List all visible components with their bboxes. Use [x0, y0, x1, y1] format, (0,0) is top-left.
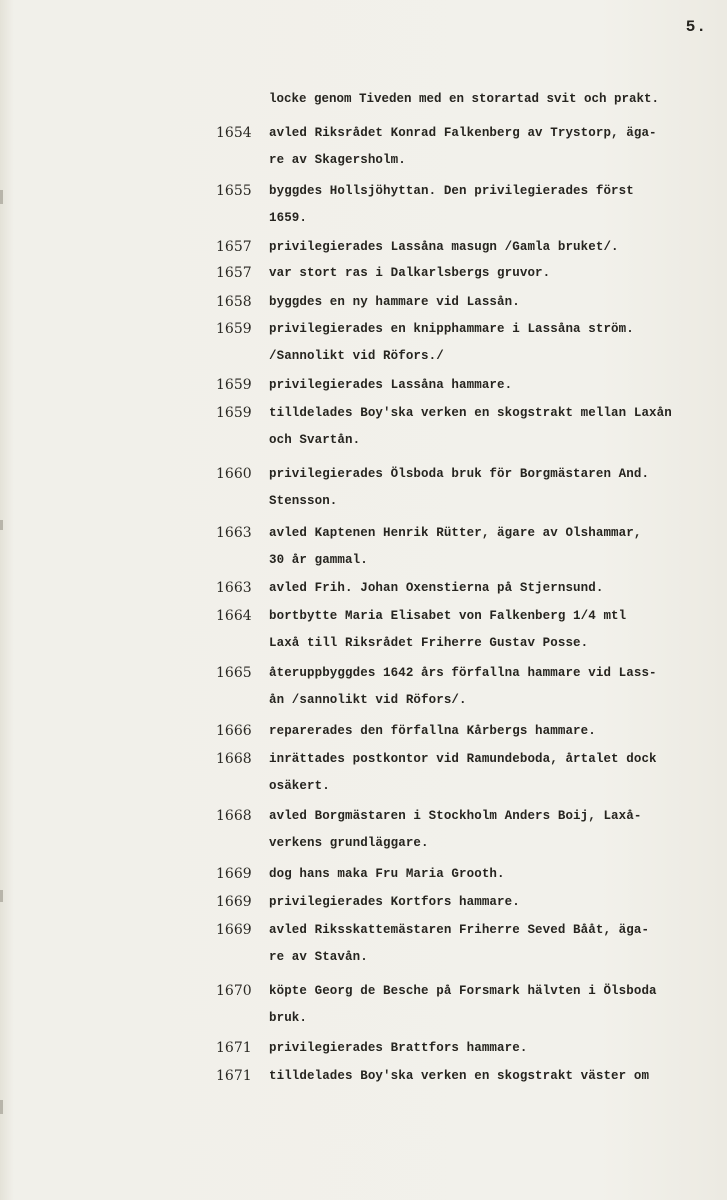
entry-text: privilegierades Kortfors hammare.: [269, 895, 520, 909]
entry-text: privilegierades Brattfors hammare.: [269, 1041, 528, 1055]
entry-text: avled Riksrådet Konrad Falkenberg av Trystorp, äga-: [269, 126, 657, 140]
entry-text: privilegierades Lassåna hammare.: [269, 378, 513, 392]
entry-year: 1670: [216, 983, 252, 999]
entry-text: köpte Georg de Besche på Forsmark hälvten i Ölsboda: [269, 984, 657, 998]
entry-year: 1663: [216, 580, 252, 596]
entry-text: privilegierades en knipphammare i Lassåna ström.: [269, 322, 634, 336]
entry-year: 1671: [216, 1040, 252, 1056]
entry-year: 1654: [216, 125, 252, 141]
entry-year: 1657: [216, 265, 252, 281]
entry-year: 1669: [216, 866, 252, 882]
binding-mark: [0, 890, 3, 902]
entry-year: 1668: [216, 808, 252, 824]
entry-text: avled Frih. Johan Oxenstierna på Stjernsund.: [269, 581, 604, 595]
entry-year: 1658: [216, 294, 252, 310]
entry-year: 1659: [216, 405, 252, 421]
entry-year: 1659: [216, 321, 252, 337]
entry-year: 1669: [216, 894, 252, 910]
entry-text: var stort ras i Dalkarlsbergs gruvor.: [269, 266, 551, 280]
entry-text: /Sannolikt vid Röfors./: [269, 349, 444, 363]
continuation-line: locke genom Tiveden med en storartad svit och prakt.: [269, 92, 660, 106]
entry-year: 1655: [216, 183, 252, 199]
entry-text: bruk.: [269, 1011, 308, 1025]
entry-text: avled Borgmästaren i Stockholm Anders Boij, Laxå-: [269, 809, 642, 823]
entry-text: Laxå till Riksrådet Friherre Gustav Posse.: [269, 636, 589, 650]
binding-mark: [0, 190, 3, 204]
entry-text: 1659.: [269, 211, 308, 225]
entry-text: återuppbyggdes 1642 års förfallna hammare vid Lass-: [269, 666, 657, 680]
entry-text: tilldelades Boy'ska verken en skogstrakt mellan Laxån: [269, 406, 672, 420]
entry-year: 1657: [216, 239, 252, 255]
entry-year: 1663: [216, 525, 252, 541]
entry-text: avled Riksskattemästaren Friherre Seved Bååt, äga-: [269, 923, 650, 937]
entry-text: Stensson.: [269, 494, 338, 508]
entry-text: byggdes en ny hammare vid Lassån.: [269, 295, 520, 309]
entry-year: 1665: [216, 665, 252, 681]
entry-text: privilegierades Lassåna masugn /Gamla bruket/.: [269, 240, 619, 254]
binding-mark: [0, 520, 3, 530]
entry-year: 1660: [216, 466, 252, 482]
entry-text: privilegierades Ölsboda bruk för Borgmästaren And.: [269, 467, 650, 481]
entry-text: avled Kaptenen Henrik Rütter, ägare av Olshammar,: [269, 526, 642, 540]
entry-year: 1664: [216, 608, 252, 624]
entry-text: inrättades postkontor vid Ramundeboda, årtalet dock: [269, 752, 657, 766]
entry-text: dog hans maka Fru Maria Grooth.: [269, 867, 505, 881]
entry-text: tilldelades Boy'ska verken en skogstrakt väster om: [269, 1069, 650, 1083]
page-number: 5.: [685, 18, 707, 36]
entry-text: osäkert.: [269, 779, 330, 793]
entry-year: 1668: [216, 751, 252, 767]
entry-text: och Svartån.: [269, 433, 361, 447]
binding-mark: [0, 1100, 3, 1114]
entry-text: 30 år gammal.: [269, 553, 368, 567]
entry-text: reparerades den förfallna Kårbergs hammare.: [269, 724, 596, 738]
entry-text: re av Skagersholm.: [269, 153, 406, 167]
entry-year: 1666: [216, 723, 252, 739]
entry-year: 1659: [216, 377, 252, 393]
entry-text: byggdes Hollsjöhyttan. Den privilegierades först: [269, 184, 634, 198]
entry-year: 1671: [216, 1068, 252, 1084]
entry-text: ån /sannolikt vid Röfors/.: [269, 693, 467, 707]
entry-text: verkens grundläggare.: [269, 836, 429, 850]
entry-text: re av Stavån.: [269, 950, 368, 964]
entry-year: 1669: [216, 922, 252, 938]
entry-text: bortbytte Maria Elisabet von Falkenberg 1/4 mtl: [269, 609, 627, 623]
